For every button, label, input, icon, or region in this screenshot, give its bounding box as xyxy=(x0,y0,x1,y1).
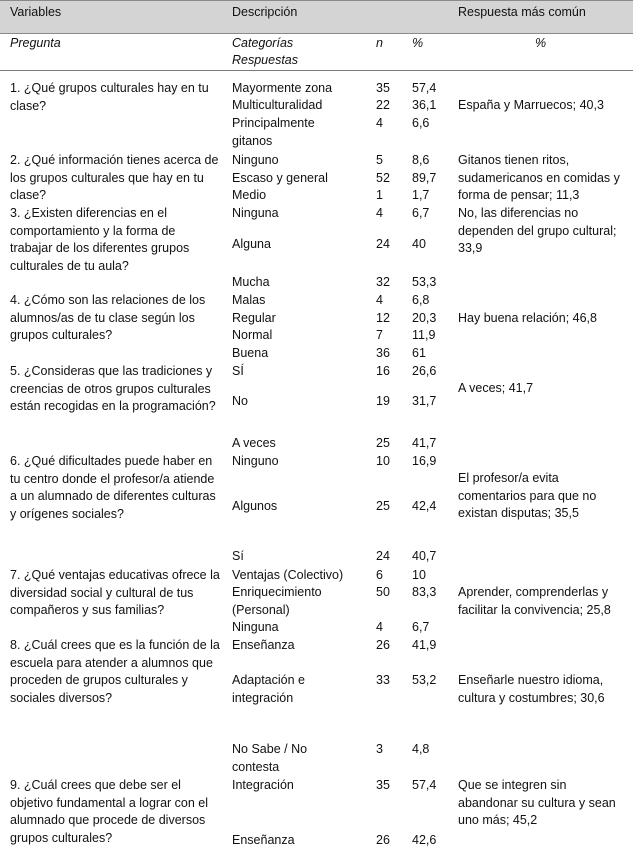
count: 52 xyxy=(376,171,390,185)
category: Integración xyxy=(232,778,294,792)
common-answer-5: A veces; 41,7 xyxy=(458,381,534,395)
common-answer-4: Hay buena relación; 46,8 xyxy=(458,311,597,325)
category: SÍ xyxy=(232,364,244,378)
question-8: 8. ¿Cuál crees que es la función de la escuela para atender a alumnos que proceden de grupos culturales y sociales diversos? xyxy=(10,638,220,705)
category: Adaptación e integración xyxy=(232,673,305,705)
category: Malas xyxy=(232,293,266,307)
header-descripcion: Descripción xyxy=(232,5,298,19)
common-answer-8: Enseñarle nuestro idioma, cultura y costumbres; 30,6 xyxy=(458,673,605,705)
category: Alguna xyxy=(232,237,271,251)
count: 35 xyxy=(376,81,390,95)
count: 25 xyxy=(376,436,390,450)
category: No xyxy=(232,394,248,408)
count: 22 xyxy=(376,98,390,112)
percent: 40 xyxy=(412,237,426,251)
category: Enriquecimiento (Personal) xyxy=(232,585,322,617)
count: 19 xyxy=(376,394,390,408)
count: 1 xyxy=(376,188,383,202)
category: A veces xyxy=(232,436,276,450)
percent: 36,1 xyxy=(412,98,437,112)
percent: 1,7 xyxy=(412,188,430,202)
question-6: 6. ¿Qué dificultades puede haber en tu centro donde el profesor/a atiende a un alumnado de diferentes culturas y orígenes sociales? xyxy=(10,454,216,521)
count: 24 xyxy=(376,549,390,563)
percent: 40,7 xyxy=(412,549,437,563)
question-5: 5. ¿Consideras que las tradiciones y creencias de otros grupos culturales están recogidas en la programación? xyxy=(10,364,216,413)
common-answer-2: Gitanos tienen ritos, sudamericanos en comidas y forma de pensar; 11,3 xyxy=(458,153,620,202)
count: 16 xyxy=(376,364,390,378)
count: 4 xyxy=(376,206,383,220)
subheader-pregunta: Pregunta xyxy=(10,36,61,50)
percent: 6,7 xyxy=(412,206,430,220)
category: Ninguno xyxy=(232,454,279,468)
count: 33 xyxy=(376,673,390,687)
count: 25 xyxy=(376,499,390,513)
percent: 6,7 xyxy=(412,620,430,634)
percent: 89,7 xyxy=(412,171,437,185)
header-respuesta-comun: Respuesta más común xyxy=(458,5,586,19)
category: Mucha xyxy=(232,275,270,289)
count: 10 xyxy=(376,454,390,468)
category: Ventajas (Colectivo) xyxy=(232,568,344,582)
subheader-pct: % xyxy=(412,36,424,50)
percent: 83,3 xyxy=(412,585,437,599)
question-3: 3. ¿Existen diferencias en el comportamiento y la forma de trabajar de los diferentes grupos culturales de tu aula? xyxy=(10,206,190,273)
common-answer-6: El profesor/a evita comentarios para que no existan disputas; 35,5 xyxy=(458,471,597,520)
percent: 26,6 xyxy=(412,364,437,378)
percent: 41,9 xyxy=(412,638,437,652)
category: Escaso y general xyxy=(232,171,328,185)
common-answer-9: Que se integren sin abandonar su cultura y sean uno más; 45,2 xyxy=(458,778,616,827)
percent: 57,4 xyxy=(412,81,437,95)
common-answer-3: No, las diferencias no dependen del grupo cultural; 33,9 xyxy=(458,206,617,255)
category: Medio xyxy=(232,188,267,202)
category: Ninguna xyxy=(232,206,279,220)
category: Buena xyxy=(232,346,269,360)
count: 26 xyxy=(376,833,390,847)
percent: 42,4 xyxy=(412,499,437,513)
category: Normal xyxy=(232,328,273,342)
category: Enseñanza xyxy=(232,833,295,847)
count: 24 xyxy=(376,237,390,251)
percent: 4,8 xyxy=(412,742,430,756)
subheader-n: n xyxy=(376,36,383,50)
count: 4 xyxy=(376,293,383,307)
count: 5 xyxy=(376,153,383,167)
count: 50 xyxy=(376,585,390,599)
category: Algunos xyxy=(232,499,278,513)
percent: 16,9 xyxy=(412,454,437,468)
subheader-pct-right: % xyxy=(535,36,547,50)
percent: 10 xyxy=(412,568,426,582)
percent: 57,4 xyxy=(412,778,437,792)
percent: 6,6 xyxy=(412,116,430,130)
category: No Sabe / No contesta xyxy=(232,742,308,774)
subheader-categorias: Categorías Respuestas xyxy=(232,36,299,67)
count: 6 xyxy=(376,568,383,582)
question-9: 9. ¿Cuál crees que debe ser el objetivo fundamental a lograr con el alumnado que procede de diversos grupos culturales? xyxy=(10,778,209,845)
percent: 20,3 xyxy=(412,311,437,325)
category: Regular xyxy=(232,311,276,325)
count: 36 xyxy=(376,346,390,360)
count: 26 xyxy=(376,638,390,652)
count: 7 xyxy=(376,328,383,342)
percent: 61 xyxy=(412,346,426,360)
percent: 53,2 xyxy=(412,673,437,687)
percent: 11,9 xyxy=(412,328,436,342)
count: 3 xyxy=(376,742,383,756)
header-variables: Variables xyxy=(10,5,62,19)
count: 32 xyxy=(376,275,390,289)
percent: 42,6 xyxy=(412,833,437,847)
category: Enseñanza xyxy=(232,638,295,652)
category: Mayormente zona xyxy=(232,81,333,95)
percent: 8,6 xyxy=(412,153,430,167)
percent: 31,7 xyxy=(412,394,437,408)
common-answer-7: Aprender, comprenderlas y facilitar la convivencia; 25,8 xyxy=(458,585,611,617)
category: Sí xyxy=(232,549,244,563)
question-4: 4. ¿Cómo son las relaciones de los alumnos/as de tu clase según los grupos culturales? xyxy=(10,293,206,342)
percent: 41,7 xyxy=(412,436,437,450)
question-1: 1. ¿Qué grupos culturales hay en tu clase? xyxy=(10,81,209,113)
subheader-rule xyxy=(0,70,633,71)
category: Ninguna xyxy=(232,620,279,634)
count: 12 xyxy=(376,311,390,325)
category: Multiculturalidad xyxy=(232,98,323,112)
category: Principalmente gitanos xyxy=(232,116,315,148)
count: 35 xyxy=(376,778,390,792)
question-2: 2. ¿Qué información tienes acerca de los grupos culturales que hay en tu clase? xyxy=(10,153,219,202)
percent: 6,8 xyxy=(412,293,430,307)
percent: 53,3 xyxy=(412,275,437,289)
count: 4 xyxy=(376,116,383,130)
count: 4 xyxy=(376,620,383,634)
question-7: 7. ¿Qué ventajas educativas ofrece la diversidad social y cultural de tus compañeros y sus familias? xyxy=(10,568,220,617)
common-answer-1: España y Marruecos; 40,3 xyxy=(458,98,604,112)
category: Ninguno xyxy=(232,153,279,167)
